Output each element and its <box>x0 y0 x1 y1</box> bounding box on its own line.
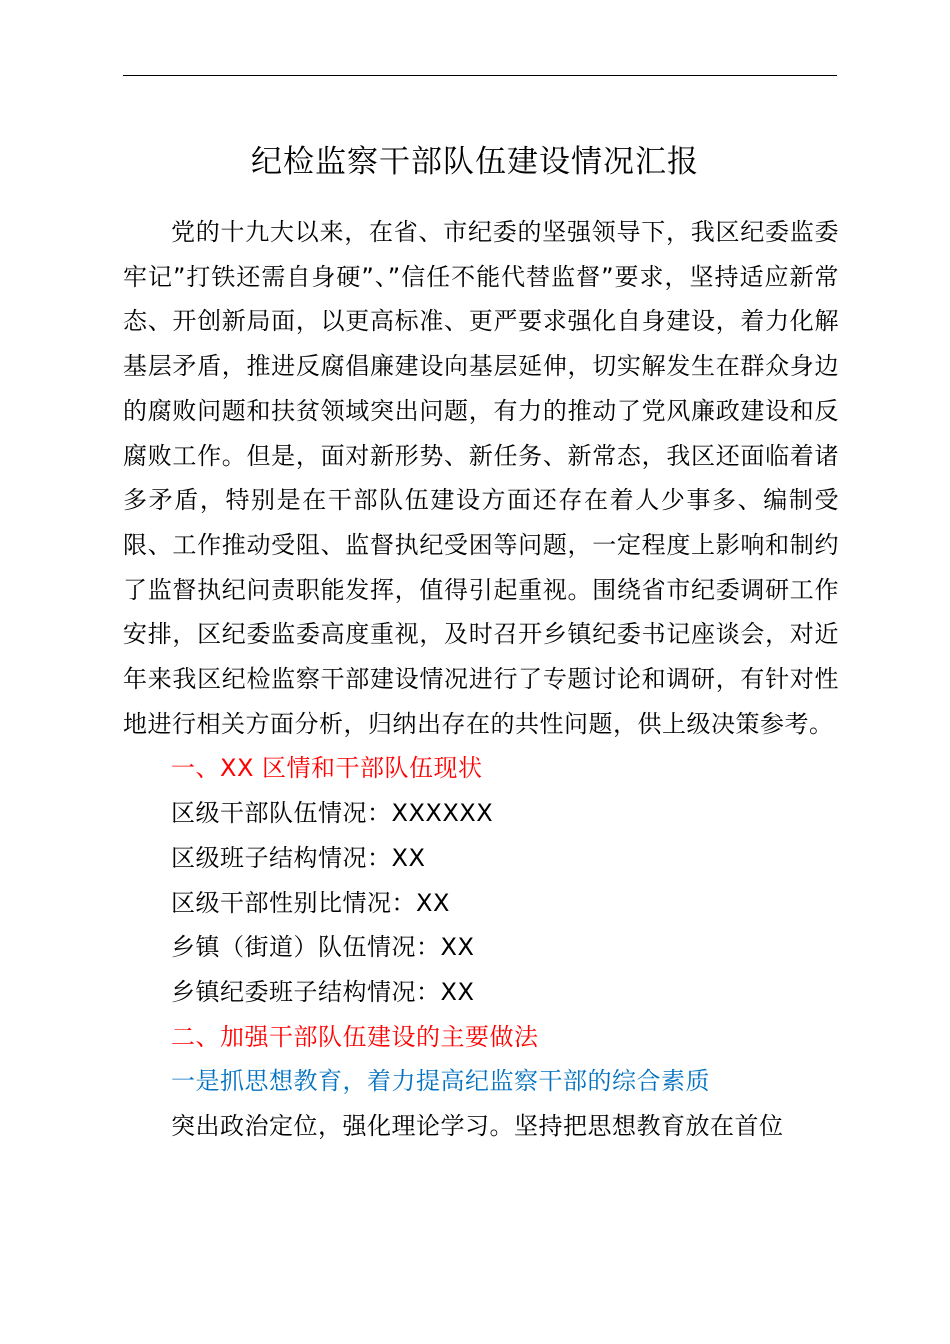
section-heading-1: 一、XX 区情和干部队伍现状 <box>171 754 483 783</box>
status-item-township-commission: 乡镇纪委班子结构情况：XX <box>171 977 475 1006</box>
status-item-district-cadres: 区级干部队伍情况：XXXXXX <box>171 799 494 828</box>
status-item-township-team: 乡镇（街道）队伍情况：XX <box>171 933 475 962</box>
header-rule <box>123 75 837 76</box>
document-title: 纪检监察干部队伍建设情况汇报 <box>251 144 699 180</box>
subsection-heading-1: 一是抓思想教育，着力提高纪监察干部的综合素质 <box>171 1067 710 1096</box>
status-item-district-team: 区级班子结构情况：XX <box>171 843 426 872</box>
intro-paragraph: 党的十九大以来，在省、市纪委的坚强领导下，我区纪委监委牢记”打铁还需自身硬”、”信任不能代替监督”要求，坚持适应新常态、开创新局面，以更高标准、更严要求强化自身建设，着力化解基层矛盾，推进反腐倡廉建设向基层延伸，切实解发生在群众身边的腐败问题和扶贫领域突出问题，有力的推动了党风廉政建设和反腐败工作。但是，面对新形势、新任务、新常态，我区还面临着诸多矛盾，特别是在干部队伍建设方面还存在着人少事多、编制受限、工作推动受阻、监督执纪受困等问题，一定程度上影响和制约了监督执纪问责职能发挥，值得引起重视。围绕省市纪委调研工作安排，区纪委监委高度重视，及时召开乡镇纪委书记座谈会，对近年来我区纪检监察干部建设情况进行了专题讨论和调研，有针对性地进行相关方面分析，归纳出存在的共性问题，供上级决策参考。 <box>123 218 839 738</box>
status-item-district-gender: 区级干部性别比情况：XX <box>171 888 450 917</box>
section-2-text: 突出政治定位，强化理论学习。坚持把思想教育放在首位 <box>171 1112 784 1141</box>
section-heading-2: 二、加强干部队伍建设的主要做法 <box>171 1022 539 1051</box>
document-body <box>123 210 839 1149</box>
